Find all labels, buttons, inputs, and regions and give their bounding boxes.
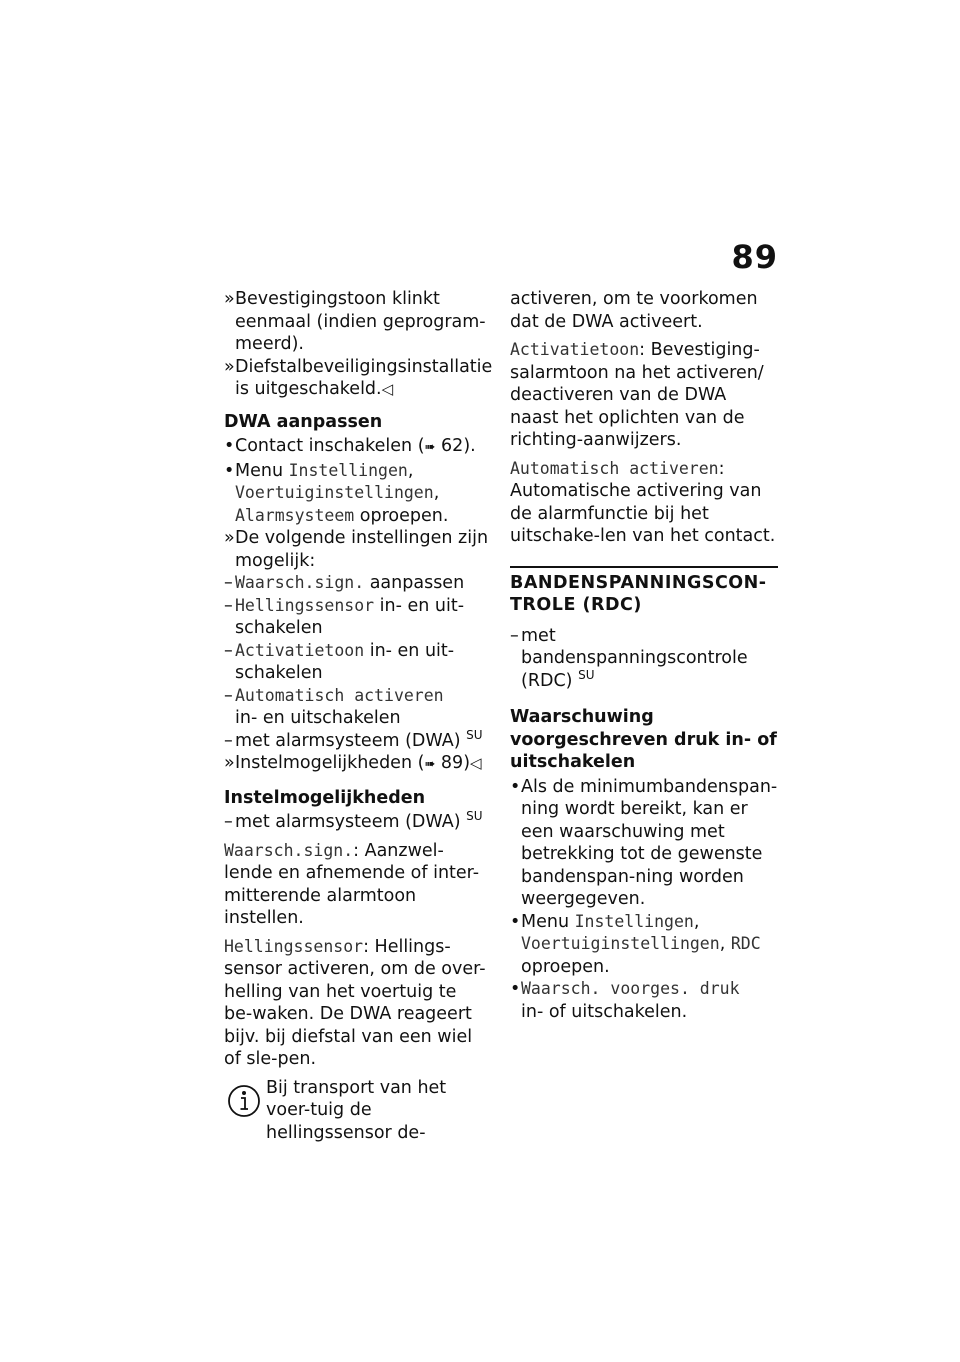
su-badge: SU <box>466 727 483 742</box>
arrow-right-icon: ➠ <box>424 757 436 772</box>
dash-marker: – <box>224 685 233 706</box>
section-heading-dwa: DWA aanpassen <box>224 411 383 432</box>
option-mono: Activatietoon <box>235 640 365 660</box>
list-item <box>224 752 490 777</box>
bullet-icon: • <box>510 911 521 932</box>
menu-sep: , <box>407 460 414 481</box>
paragraph <box>510 458 778 548</box>
menu-sep: , <box>693 911 700 932</box>
option-text: in- en uit-schakelen <box>235 595 465 638</box>
su-badge: SU <box>578 667 595 682</box>
subheading-warning: Waarschuwing voorgeschreven druk in- of uitschakelen <box>510 707 777 772</box>
section-heading-rdc: BANDENSPANNINGSCON-TROLE (RDC) <box>510 566 778 617</box>
dash-marker: – <box>224 730 233 751</box>
paragraph: activeren, om te voorkomen dat de DWA activeert. <box>510 289 758 332</box>
instel-close: ) <box>463 753 471 773</box>
page-ref[interactable]: 62 <box>441 436 464 456</box>
list-item <box>224 356 493 401</box>
list-item-text: in- of uitschakelen. <box>521 1001 688 1022</box>
menu-tail: oproepen. <box>521 956 610 977</box>
chevron-marker: » <box>224 356 235 377</box>
menu-path-vehicle: Voertuiginstellingen <box>521 934 720 953</box>
settings-intro: De volgende instellingen zijn mogelijk: <box>235 528 489 571</box>
para-text: : Bevestiging-salarmtoon na het activeren/ deactiveren van de DWA naast het oplichten van de richting-aanwijzers. <box>510 340 764 450</box>
condition-item <box>224 811 490 834</box>
dash-marker: – <box>224 640 233 661</box>
condition-item <box>510 625 778 693</box>
list-item <box>510 911 778 979</box>
paragraph <box>224 936 490 1071</box>
contact-close: ). <box>463 436 476 456</box>
menu-tail: oproepen. <box>354 505 449 526</box>
section-heading-instel: Instelmogelijkheden <box>224 787 426 808</box>
right-column <box>510 288 778 1023</box>
menu-sep: , <box>433 483 440 503</box>
note-text: Bij transport van het voer-tuig de hellingssensor de- <box>266 1077 447 1143</box>
para-text: : Automatische activering van de alarmfunctie bij het uitschake-len van het contact. <box>510 458 776 546</box>
paragraph <box>224 840 490 930</box>
info-icon <box>226 1083 262 1119</box>
list-item <box>224 435 490 460</box>
option-item <box>224 685 490 730</box>
menu-path-settings: Instellingen <box>288 460 408 480</box>
option-mono: Hellingssensor <box>235 595 375 615</box>
menu-sep: , <box>719 934 726 954</box>
arrow-right-icon: ➠ <box>424 440 436 455</box>
option-mono: Automatisch activeren <box>235 685 444 705</box>
condition-text: met alarmsysteem (DWA) <box>235 812 461 832</box>
left-column <box>224 288 493 1144</box>
option-item <box>224 595 490 640</box>
dash-marker: – <box>224 812 233 832</box>
dash-marker: – <box>224 573 233 593</box>
triangle-left-icon: ◁ <box>381 380 394 398</box>
bullet-icon: • <box>224 460 235 481</box>
para-text: : Aanzwel-lende en afnemende of inter-mitterende alarmtoon instellen. <box>224 840 480 928</box>
para-mono: Hellingssensor <box>224 936 364 956</box>
paragraph <box>510 339 778 452</box>
chevron-marker: » <box>224 289 235 309</box>
contact-text: Contact inschakelen ( <box>235 436 425 456</box>
list-item <box>224 527 490 572</box>
page-number: 89 <box>731 238 778 276</box>
para-mono: Waarsch.sign. <box>224 840 354 860</box>
dash-marker: – <box>224 595 233 616</box>
list-item-text: Als de minimumbandenspan-ning wordt bereikt, kan er een waarschuwing met betrekking tot de gewenste bandenspan-ning worden weergegeven. <box>521 776 778 909</box>
condition-text: met alarmsysteem (DWA) <box>235 730 461 751</box>
para-mono: Activatietoon <box>510 340 640 359</box>
chevron-marker: » <box>224 528 235 548</box>
option-item <box>224 572 490 595</box>
list-item-text: Bevestigingstoon klinkt eenmaal (indien geprogram-meerd). <box>235 289 486 354</box>
option-item <box>224 640 490 685</box>
bullet-icon: • <box>510 979 521 999</box>
instel-text: Instelmogelijkheden ( <box>235 753 425 773</box>
triangle-left-icon: ◁ <box>470 754 482 772</box>
page-ref[interactable]: 89 <box>440 753 464 773</box>
list-item <box>224 288 490 356</box>
bullet-icon: • <box>224 436 235 456</box>
menu-path-alarm: Alarmsysteem <box>235 505 355 525</box>
su-badge: SU <box>466 809 483 823</box>
menu-path-vehicle: Voertuiginstellingen <box>235 483 434 502</box>
list-item <box>510 978 778 1023</box>
option-text: aanpassen <box>364 573 465 593</box>
dash-marker: – <box>510 625 519 646</box>
option-mono: Waarsch.sign. <box>235 573 365 592</box>
para-mono: Automatisch activeren <box>510 458 719 478</box>
info-note <box>224 1077 490 1145</box>
menu-label: Menu <box>235 460 289 481</box>
para-text: : Hellings-sensor activeren, om de over-helling van het voertuig te be-waken. De DWA reageert bijv. bij diefstal van een wiel of sle-pen. <box>224 936 486 1069</box>
condition-text: met bandenspanningscontrole (RDC) <box>521 625 748 691</box>
bullet-icon: • <box>510 776 521 797</box>
menu-label: Menu <box>521 911 575 932</box>
list-item <box>510 776 778 911</box>
menu-path-rdc: RDC <box>730 934 761 953</box>
condition-item <box>224 727 490 753</box>
chevron-marker: » <box>224 753 235 773</box>
option-text: in- en uitschakelen <box>235 708 401 728</box>
menu-path-settings: Instellingen <box>574 911 694 931</box>
option-text: in- en uit-schakelen <box>235 640 455 683</box>
option-mono: Waarsch. voorges. druk <box>521 979 740 998</box>
list-item <box>224 460 490 528</box>
list-item-text: Diefstalbeveiligingsinstallatie is uitgeschakeld. <box>235 356 493 399</box>
